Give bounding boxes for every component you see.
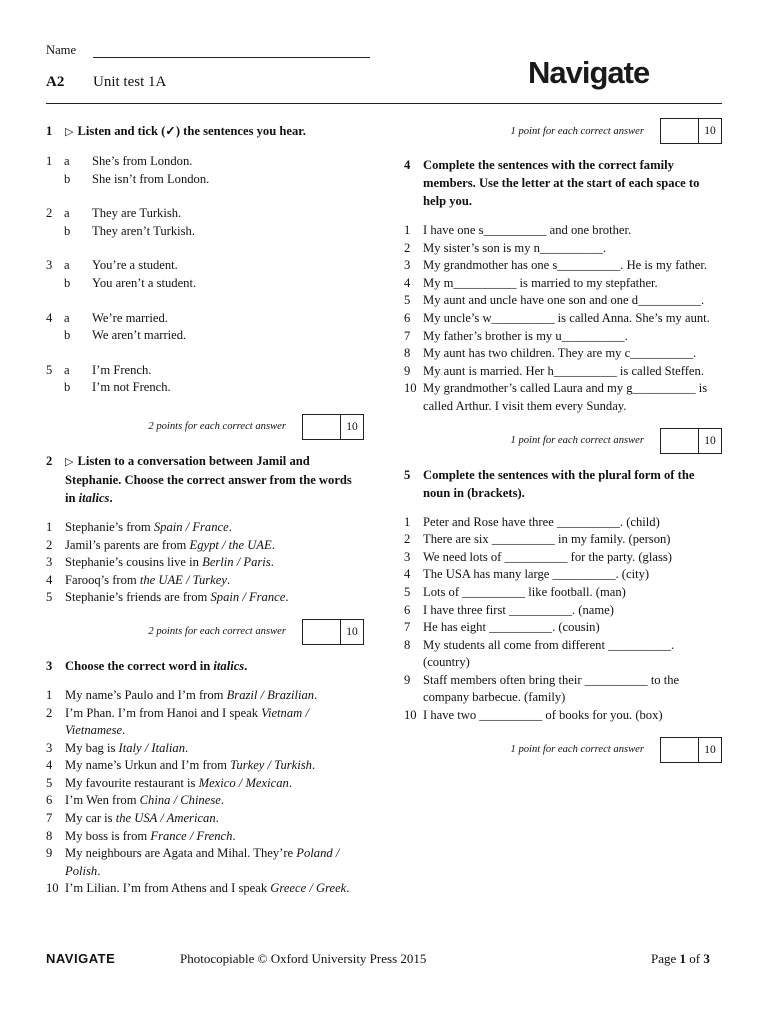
score-max: 10 — [346, 420, 358, 433]
option-b-row[interactable] — [46, 275, 364, 293]
list-item[interactable] — [404, 672, 722, 707]
section-instruction: Listen and tick (✓) the sentences you hear. — [77, 124, 306, 138]
section-5-score — [404, 737, 722, 763]
item-prompt: Farooq’s from — [65, 572, 140, 587]
option-letter: a — [64, 154, 70, 168]
item-text — [65, 845, 364, 880]
page-prefix: Page — [651, 951, 680, 966]
item-prompt: I’m Wen from — [65, 793, 140, 808]
item-text — [65, 828, 364, 846]
list-item — [46, 810, 364, 828]
item-number: 3 — [46, 555, 53, 570]
section-3-items — [46, 687, 364, 898]
item-end: . — [271, 537, 275, 552]
section-number: 3 — [46, 658, 53, 673]
list-item — [46, 687, 364, 705]
instruction-end: . — [244, 658, 248, 673]
score-entry-field[interactable] — [303, 620, 341, 644]
item-text: I have three first __________. (name) — [423, 602, 614, 617]
item-end: . — [311, 758, 316, 773]
answer-choices[interactable]: Egypt / the UAE — [189, 537, 272, 552]
item-prompt: My car is — [65, 811, 116, 826]
score-max: 10 — [704, 434, 716, 447]
list-item[interactable] — [404, 531, 722, 549]
question-group — [46, 153, 364, 188]
item-text — [65, 589, 364, 607]
page-title: Unit test 1A — [93, 74, 167, 90]
item-text — [65, 792, 364, 810]
option-b-row[interactable] — [46, 223, 364, 241]
item-number: 6 — [404, 602, 411, 617]
list-item[interactable] — [404, 380, 722, 415]
section-2-score — [46, 619, 364, 645]
list-item[interactable] — [404, 707, 722, 725]
item-prompt: I’m Phan. I’m from Hanoi and I speak — [65, 705, 262, 720]
item-number: 9 — [46, 846, 53, 861]
option-letter: b — [64, 171, 71, 186]
item-text: My aunt is married. Her h__________ is called Steffen. — [423, 363, 704, 378]
item-end: . — [228, 519, 232, 534]
section-3-heading — [46, 657, 364, 675]
question-group — [46, 362, 364, 397]
item-text — [65, 775, 364, 793]
item-end: . — [215, 811, 219, 826]
level-label: A2 — [46, 74, 65, 90]
answer-choices[interactable]: Berlin / Paris — [202, 555, 271, 570]
list-item[interactable] — [404, 328, 722, 346]
section-2-heading — [46, 452, 364, 507]
section-number: 4 — [404, 158, 411, 172]
list-item — [46, 572, 364, 590]
question-number-spacer — [46, 275, 64, 293]
list-item — [46, 828, 364, 846]
item-number: 2 — [404, 532, 411, 547]
section-4-items — [404, 222, 722, 416]
item-prompt: My boss is from — [65, 828, 151, 843]
question-number-spacer — [46, 223, 64, 241]
name-label: Name — [46, 43, 77, 57]
option-letter: b — [64, 275, 71, 290]
item-number: 7 — [46, 811, 53, 826]
list-item — [46, 757, 364, 775]
item-text: My grandmother’s called Laura and my g__________ is called Arthur. I visit them every Sunday. — [423, 381, 708, 413]
answer-choices[interactable]: Brazil / Brazilian — [226, 687, 315, 702]
score-label: 2 points for each correct answer — [148, 626, 286, 638]
item-number: 10 — [46, 881, 59, 896]
list-item[interactable] — [404, 345, 722, 363]
section-4-heading — [404, 156, 722, 210]
score-box — [660, 737, 722, 763]
item-number: 10 — [404, 708, 417, 723]
item-text — [65, 880, 364, 898]
item-end: . — [97, 863, 101, 878]
option-b-row[interactable] — [46, 327, 364, 345]
option-letter: a — [64, 258, 70, 273]
item-number: 5 — [46, 775, 53, 790]
item-number: 1 — [46, 687, 53, 702]
answer-choices[interactable]: Turkey / Turkish — [230, 758, 312, 773]
item-number: 1 — [404, 223, 411, 237]
item-number: 8 — [404, 637, 411, 652]
item-number: 1 — [46, 519, 53, 534]
item-end: . — [232, 828, 236, 843]
list-item — [46, 792, 364, 810]
question-group — [46, 310, 364, 345]
item-number: 1 — [404, 514, 411, 529]
item-number: 5 — [404, 584, 411, 599]
section-number: 2 — [46, 453, 53, 468]
answer-choices[interactable]: Vietnam / Vietnamese — [65, 705, 309, 738]
list-item[interactable] — [404, 584, 722, 602]
option-text: We’re married. — [92, 310, 168, 325]
option-text: I’m French. — [92, 362, 152, 377]
answer-choices[interactable]: Greece / Greek — [270, 881, 347, 896]
item-text: My sister’s son is my n__________. — [423, 240, 607, 255]
item-prompt: Stephanie’s cousins live in — [65, 555, 203, 570]
left-column — [46, 122, 364, 898]
item-text: I have two __________ of books for you. (box) — [423, 708, 663, 723]
option-a-row[interactable] — [46, 310, 364, 328]
item-text: My m__________ is married to my stepfather. — [423, 275, 658, 290]
audio-play-icon: ▷ — [65, 125, 74, 138]
item-text — [65, 810, 364, 828]
question-number: 5 — [46, 362, 53, 377]
instruction-italic: italics — [213, 658, 245, 673]
item-text — [65, 572, 364, 590]
section-1-score — [46, 414, 364, 440]
item-text — [65, 519, 364, 537]
item-end: . — [122, 723, 126, 738]
option-b-row[interactable] — [46, 379, 364, 397]
option-text: I’m not French. — [92, 380, 171, 395]
score-label: 1 point for each correct answer — [510, 435, 644, 447]
score-label: 2 points for each correct answer — [148, 421, 286, 433]
item-number: 7 — [404, 328, 411, 343]
header-divider — [46, 103, 722, 104]
item-number: 10 — [404, 381, 417, 396]
option-letter: b — [64, 380, 71, 395]
question-number: 1 — [46, 154, 53, 168]
item-text: Lots of __________ like football. (man) — [423, 584, 626, 599]
item-number: 2 — [46, 705, 53, 720]
right-column — [404, 118, 722, 775]
name-field-line[interactable] — [93, 57, 370, 58]
item-number: 6 — [46, 793, 53, 808]
item-prompt: Stephanie’s from — [65, 519, 154, 534]
item-prompt: Stephanie’s friends are from — [65, 590, 211, 605]
list-item[interactable] — [404, 275, 722, 293]
item-number: 3 — [404, 549, 411, 564]
item-end: . — [220, 793, 224, 808]
score-box — [302, 414, 364, 440]
item-text: My uncle’s w__________ is called Anna. She’s my aunt. — [423, 310, 710, 325]
section-instruction: Listen to a conversation between Jamil and Stephanie. Choose the correct answer from the words in — [65, 453, 352, 505]
score-entry-field[interactable] — [661, 429, 699, 453]
list-item[interactable] — [404, 257, 722, 275]
item-text: We need lots of __________ for the party. (glass) — [423, 549, 672, 564]
list-item — [46, 705, 364, 740]
score-label: 1 point for each correct answer — [510, 744, 644, 756]
list-item[interactable] — [404, 637, 722, 672]
option-text: She isn’t from London. — [92, 171, 210, 186]
item-text — [65, 537, 364, 555]
section-instruction: Complete the sentences with the plural form of the noun in (brackets). — [423, 467, 695, 500]
item-prompt: My name’s Urkun and I’m from — [65, 758, 231, 773]
section-1-questions — [46, 153, 364, 397]
item-number: 4 — [404, 275, 411, 290]
item-prompt: My neighbours are Agata and Mihal. They’re — [65, 846, 297, 861]
list-item — [46, 554, 364, 572]
question-number: 2 — [46, 206, 53, 221]
option-letter: a — [64, 310, 70, 325]
score-label: 1 point for each correct answer — [510, 125, 644, 137]
list-item — [46, 880, 364, 898]
list-item[interactable] — [404, 602, 722, 620]
score-entry-field[interactable] — [661, 119, 699, 143]
item-text: There are six __________ in my family. (person) — [423, 532, 671, 547]
list-item[interactable] — [404, 566, 722, 584]
item-prompt: My name’s Paulo and I’m from — [65, 687, 227, 702]
option-a-row[interactable] — [46, 362, 364, 380]
item-prompt: I’m Lilian. I’m from Athens and I speak — [65, 881, 271, 896]
option-text: They aren’t Turkish. — [92, 223, 195, 238]
question-group — [46, 205, 364, 240]
item-text: My aunt and uncle have one son and one d__________. — [423, 293, 705, 308]
answer-choices[interactable]: France / French — [150, 828, 233, 843]
score-max: 10 — [346, 625, 358, 638]
score-box — [660, 428, 722, 454]
option-text: She’s from London. — [92, 154, 193, 168]
item-text — [65, 740, 364, 758]
item-number: 9 — [404, 363, 411, 378]
question-number-spacer — [46, 171, 64, 189]
list-item[interactable] — [404, 549, 722, 567]
answer-choices[interactable]: the USA / American — [115, 811, 216, 826]
option-a-row[interactable] — [46, 205, 364, 223]
option-b-row[interactable] — [46, 171, 364, 189]
option-letter: b — [64, 328, 71, 343]
item-end: . — [285, 590, 289, 605]
item-end: . — [185, 740, 189, 755]
section-number: 5 — [404, 467, 411, 482]
option-text: You’re a student. — [92, 258, 178, 273]
item-number: 9 — [404, 672, 411, 687]
item-end: . — [288, 775, 292, 790]
list-item — [46, 537, 364, 555]
option-letter: a — [64, 362, 70, 377]
item-number: 4 — [404, 567, 411, 582]
section-2-items — [46, 519, 364, 607]
item-number: 8 — [404, 346, 411, 361]
item-prompt: My bag is — [65, 740, 119, 755]
item-text: My aunt has two children. They are my c__________. — [423, 346, 697, 361]
score-entry-field[interactable] — [661, 738, 699, 762]
answer-choices[interactable]: Poland / Polish — [65, 846, 340, 878]
question-number: 3 — [46, 258, 53, 273]
item-text — [65, 705, 364, 740]
item-text — [65, 687, 364, 705]
list-item — [46, 740, 364, 758]
page-current: 1 — [679, 951, 687, 966]
item-end: . — [346, 881, 350, 896]
list-item[interactable] — [404, 310, 722, 328]
answer-choices[interactable]: Italy / Italian — [118, 740, 185, 755]
list-item[interactable] — [404, 292, 722, 310]
section-number: 1 — [46, 124, 53, 138]
option-letter: a — [64, 206, 70, 221]
answer-choices[interactable]: the UAE / Turkey — [139, 572, 227, 587]
answer-choices[interactable]: Mexico / Mexican — [198, 775, 289, 790]
item-end: . — [226, 572, 231, 587]
score-max: 10 — [704, 743, 716, 756]
item-text: He has eight __________. (cousin) — [423, 620, 600, 635]
item-end: . — [270, 555, 274, 570]
question-number-spacer — [46, 379, 64, 397]
item-number: 5 — [46, 590, 53, 605]
list-item[interactable] — [404, 514, 722, 532]
score-box — [660, 118, 722, 144]
list-item — [46, 519, 364, 537]
item-number: 5 — [404, 293, 411, 308]
list-item — [46, 845, 364, 880]
score-box — [302, 619, 364, 645]
list-item[interactable] — [404, 240, 722, 258]
item-end: . — [314, 687, 318, 702]
item-text: My father’s brother is my u__________. — [423, 328, 628, 343]
list-item[interactable] — [404, 222, 722, 240]
item-number: 2 — [404, 240, 411, 255]
question-group — [46, 257, 364, 292]
page-total: 3 — [703, 951, 710, 966]
item-number: 8 — [46, 828, 53, 843]
item-text: Peter and Rose have three __________. (child) — [423, 514, 660, 529]
instruction-end: . — [109, 490, 113, 505]
answer-choices[interactable]: Spain / France — [210, 590, 286, 605]
option-a-row[interactable] — [46, 257, 364, 275]
option-text: We aren’t married. — [92, 328, 187, 343]
section-5-heading — [404, 466, 722, 502]
section-instruction: Complete the sentences with the correct family members. Use the letter at the start of each space to help you. — [423, 158, 700, 208]
instruction-italic: italics — [78, 490, 110, 505]
item-number: 3 — [46, 740, 53, 755]
item-prompt: Jamil’s parents are from — [65, 537, 190, 552]
item-number: 7 — [404, 620, 411, 635]
item-number: 4 — [46, 572, 53, 587]
item-number: 3 — [404, 258, 411, 273]
score-entry-field[interactable] — [303, 415, 341, 439]
item-text — [65, 757, 364, 775]
section-4-score — [404, 428, 722, 454]
item-text: I have one s__________ and one brother. — [423, 223, 632, 237]
section-5-items — [404, 514, 722, 725]
section-1-heading — [46, 122, 364, 141]
answer-choices[interactable]: Spain / France — [153, 519, 229, 534]
footer-copyright: Photocopiable © Oxford University Press 2015 — [180, 951, 427, 966]
item-text: The USA has many large __________. (city) — [423, 567, 650, 582]
item-text: Staff members often bring their __________ to the company barbecue. (family) — [423, 672, 680, 705]
question-number: 4 — [46, 310, 53, 325]
question-number-spacer — [46, 327, 64, 345]
item-number: 4 — [46, 758, 53, 773]
option-letter: b — [64, 223, 71, 238]
item-text: My students all come from different __________. (country) — [423, 637, 675, 670]
section-instruction: Choose the correct word in — [65, 658, 214, 673]
option-a-row[interactable] — [46, 153, 364, 171]
list-item — [46, 589, 364, 607]
answer-choices[interactable]: China / Chinese — [139, 793, 221, 808]
footer-brand: NAVIGATE — [46, 951, 116, 966]
page-of: of — [686, 951, 704, 966]
item-number: 2 — [46, 537, 53, 552]
list-item[interactable] — [404, 619, 722, 637]
navigate-logo: Navigate — [528, 55, 650, 90]
score-max: 10 — [704, 125, 716, 137]
list-item — [46, 775, 364, 793]
page-number — [651, 951, 710, 967]
audio-play-icon: ▷ — [65, 454, 74, 468]
list-item[interactable] — [404, 363, 722, 381]
option-text: They are Turkish. — [92, 206, 182, 221]
item-number: 6 — [404, 310, 411, 325]
section-3-score — [404, 118, 722, 144]
item-text: My grandmother has one s__________. He is my father. — [423, 258, 708, 273]
item-text — [65, 554, 364, 572]
item-prompt: My favourite restaurant is — [65, 775, 199, 790]
option-text: You aren’t a student. — [92, 275, 197, 290]
